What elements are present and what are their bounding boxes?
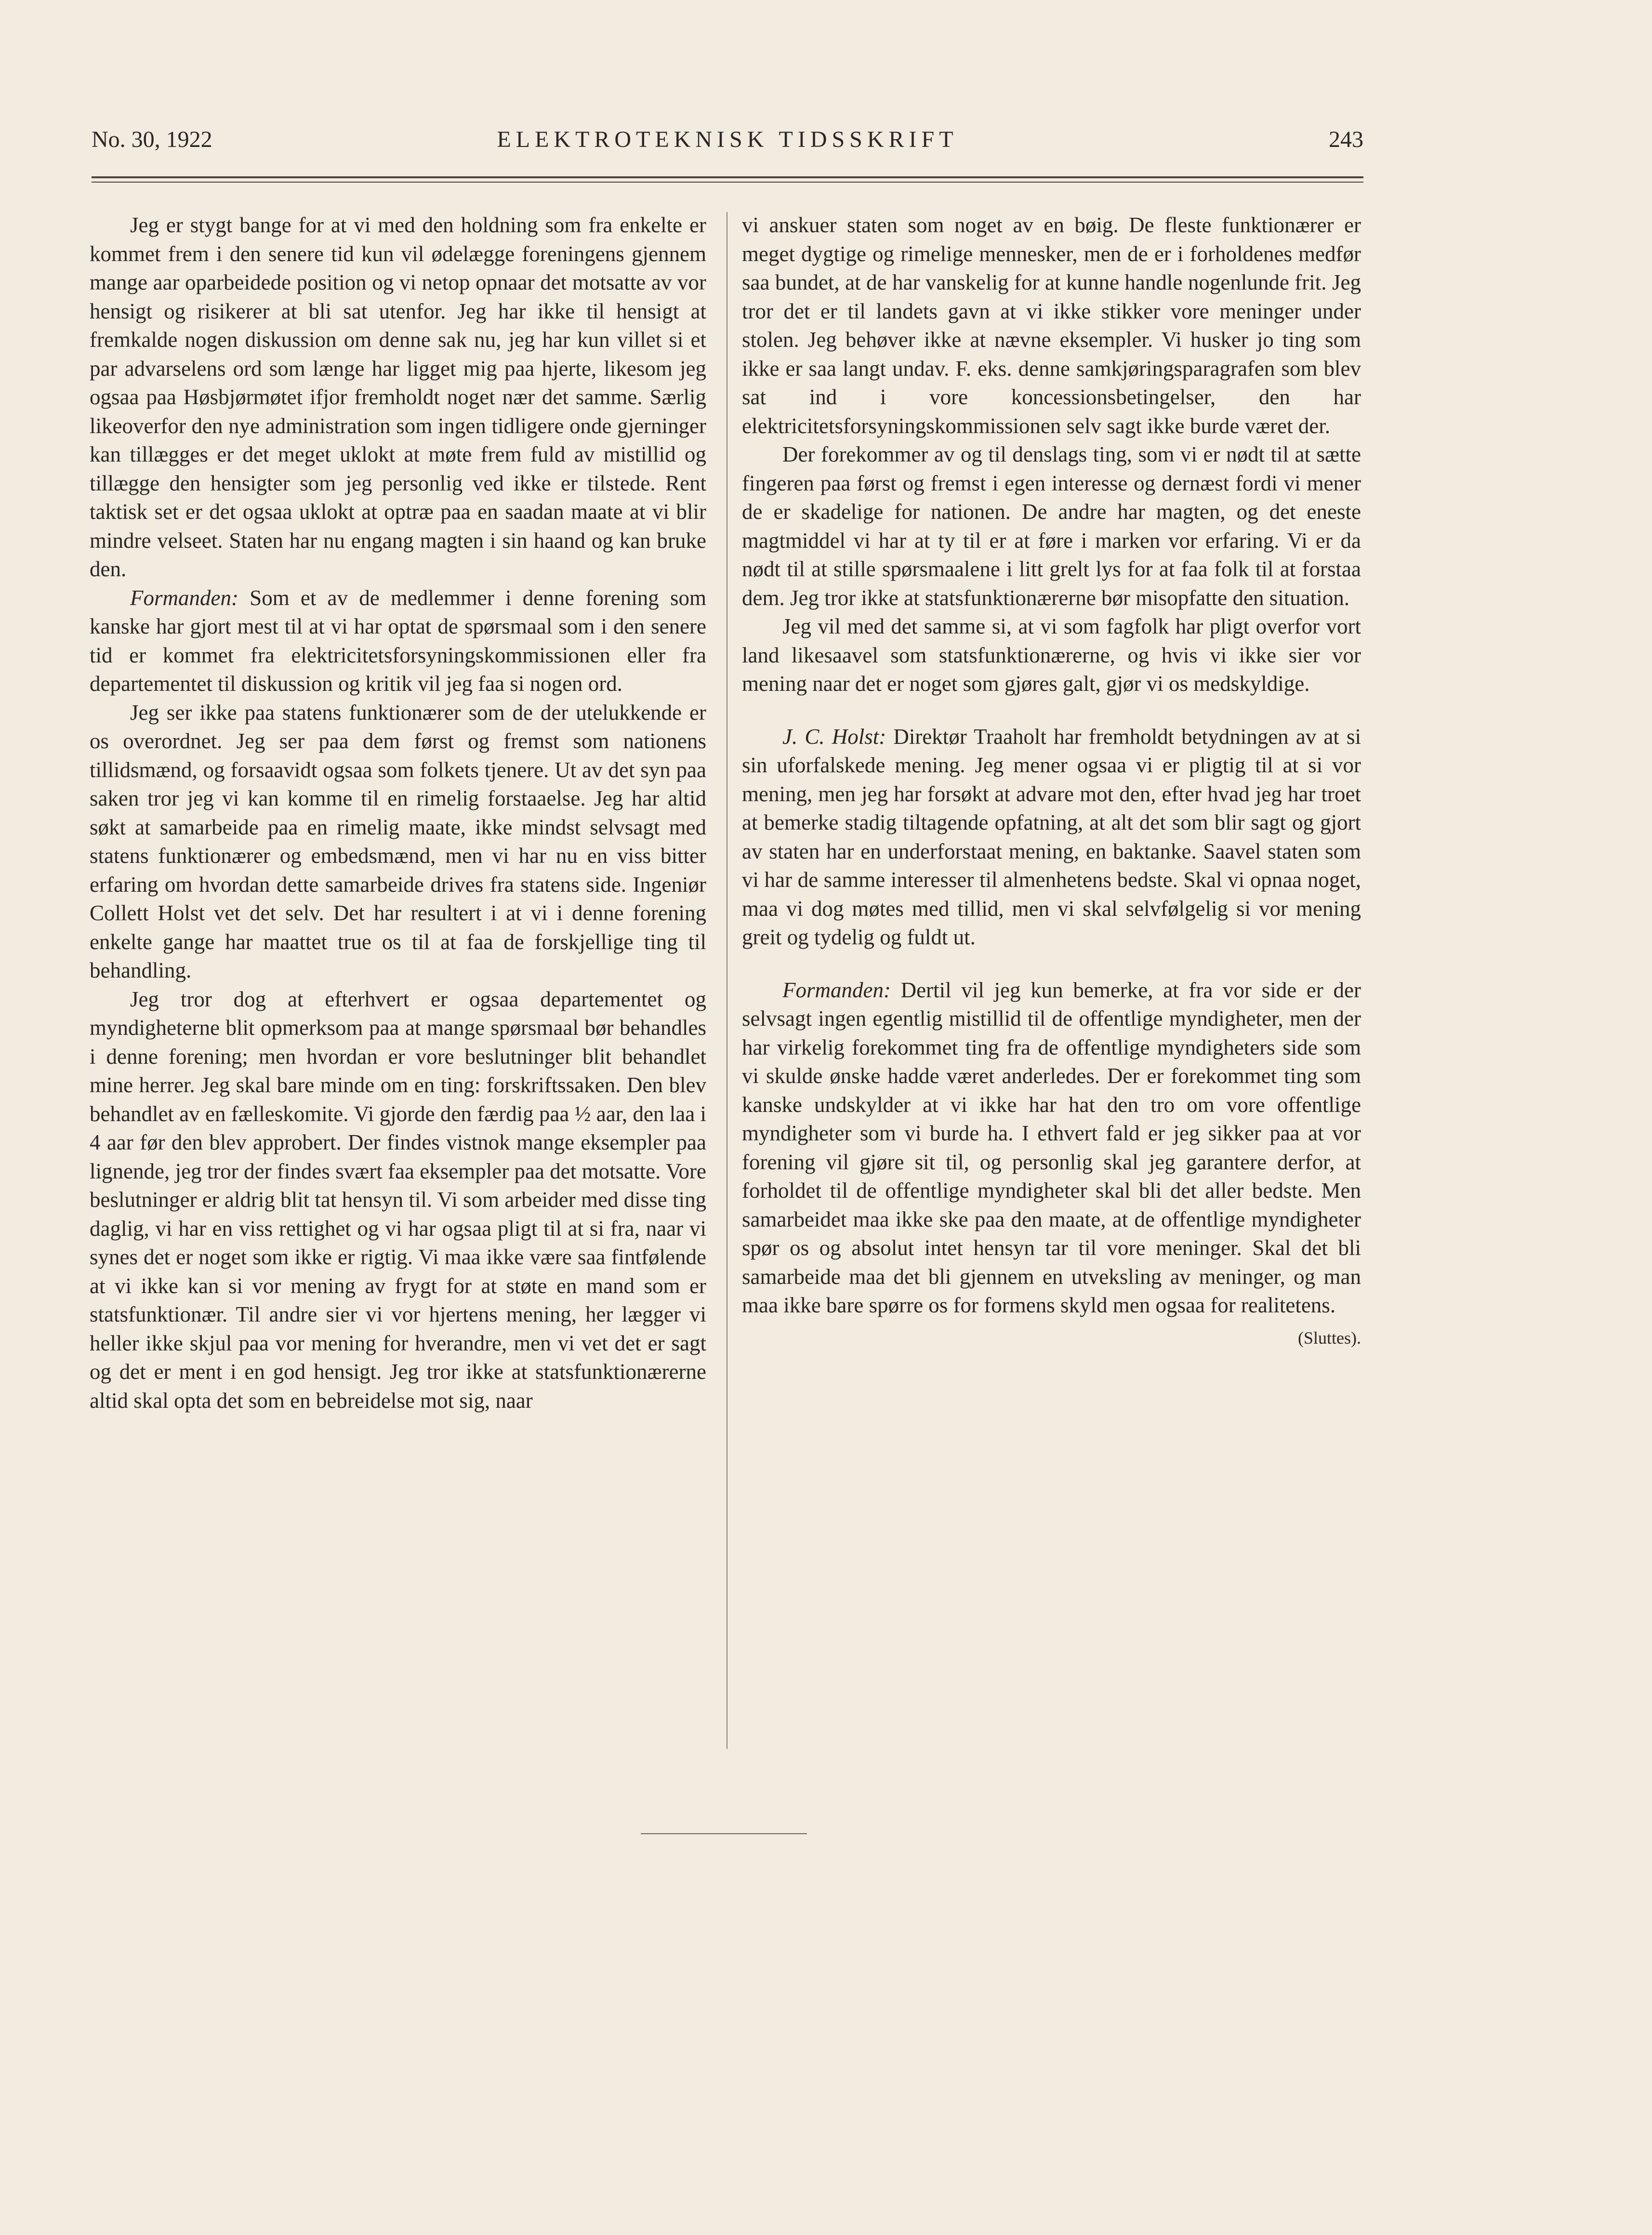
header-rule-thick bbox=[92, 176, 1363, 178]
paragraph bbox=[90, 584, 706, 699]
paragraph-text: Jeg er stygt bange for at vi med den holdning som fra enkelte er kommet frem i den senere tid kun vil ødelægge foreningens gjennem mange aar oparbeidede position og vi netop opnaar det motsatte av vor hensigt og risikerer at bli sat utenfor. Jeg har ikke til hensigt at fremkalde nogen diskussion om denne sak nu, jeg har kun villet si et par advarselens ord som længe har ligget mig paa hjerte, likesom jeg ogsaa paa Høsbjørmøtet ifjor fremholdt noget nær det samme. Særlig likeoverfor den nye administration som ingen tidligere onde gjerninger kan tillægges er det meget uklokt at møte frem fuld av mistillid og tillægge den hensigter som jeg personlig ved ikke er tilstede. Rent taktisk set er det ogsaa uklokt at optræ paa en saadan maate at vi blir mindre velseet. Staten har nu engang magten i sin haand og kan bruke den. bbox=[90, 213, 706, 581]
paragraph bbox=[90, 985, 706, 1415]
paragraph bbox=[742, 976, 1361, 1320]
issue-number: No. 30, 1922 bbox=[92, 127, 212, 152]
journal-title: ELEKTROTEKNISK TIDSSKRIFT bbox=[497, 127, 958, 152]
paragraph-text: Jeg vil med det samme si, at vi som fagfolk har pligt overfor vort land likesaavel som statsfunktionærerne, og hvis vi ikke sier vor mening naar det er noget som gjøres galt, gjør vi os medskyldige. bbox=[742, 614, 1361, 696]
paragraph-text: Som et av de medlemmer i denne forening som kanske har gjort mest til at vi har optat de spørsmaal som i den senere tid er kommet fra elektricitetsforsyningskommissionen eller fra departementet til diskussion og kritik vil jeg faa si nogen ord. bbox=[90, 585, 706, 696]
paragraph-text: Der forekommer av og til denslags ting, som vi er nødt til at sætte fingeren paa først og fremst i egen interesse og dernæst fordi vi mener de er skadelige for nationen. De andre har magten, og det eneste magtmiddel vi har at ty til er at føre i marken vor erfaring. Vi er da nødt til at stille spørsmaalene i litt grelt lys for at faa folk til at forstaa dem. Jeg tror ikke at statsfunktionærerne bør misopfatte den situation. bbox=[742, 442, 1361, 610]
paragraph bbox=[742, 723, 1361, 952]
paragraph-text: Jeg tror dog at efterhvert er ogsaa departementet og myndigheterne blit opmerksom paa at mange spørsmaal bør behandles i denne forening; men hvordan er vore beslutninger blit behandlet mine herrer. Jeg skal bare minde om en ting: forskriftssaken. Den blev behandlet av en fælleskomite. Vi gjorde den færdig paa ½ aar, den laa i 4 aar før den blev approbert. Der findes vistnok mange eksempler paa lignende, jeg tror der findes svært faa eksempler paa det motsatte. Vore beslutninger er aldrig blit tat hensyn til. Vi som arbeider med disse ting daglig, vi har en viss rettighet og vi har ogsaa pligt til at si fra, naar vi synes det er noget som ikke er rigtig. Vi maa ikke være saa fintfølende at vi ikke kan si vor mening av frygt for at støte en mand som er statsfunktionær. Til andre sier vi vor hjertens mening, her lægger vi heller ikke skjul paa vor mening for hverandre, men vi vet det er sagt og det er ment i en god hensigt. Jeg tror ikke at statsfunktionærerne altid skal opta det som en bebreidelse mot sig, naar bbox=[90, 987, 706, 1413]
speaker-name: J. C. Holst: bbox=[782, 724, 886, 749]
paragraph-text: vi anskuer staten som noget av en bøig. De fleste funktionærer er meget dygtige og rimelige mennesker, men de er i forholdenes medfør saa bundet, at de har vanskelig for at kunne handle nogenlunde frit. Jeg tror det er til landets gavn at vi ikke stikker vore meninger under stolen. Jeg behøver ikke at nævne eksempler. Vi husker jo ting som ikke er saa langt undav. F. eks. denne samkjøringsparagrafen som blev sat ind i vore koncessionsbetingelser, den har elektricitetsforsyningskommissionen selv sagt ikke burde været der. bbox=[742, 213, 1361, 438]
paragraph bbox=[90, 211, 706, 584]
paragraph bbox=[90, 699, 706, 985]
speaker-name: Formanden: bbox=[130, 585, 238, 610]
left-column bbox=[90, 211, 706, 1415]
continuation-note: (Sluttes). bbox=[1298, 1328, 1361, 1348]
header-rule-thin bbox=[92, 182, 1363, 183]
paragraph-text: Jeg ser ikke paa statens funktionærer som de der utelukkende er os overordnet. Jeg ser paa dem først og fremst som nationens tillidsmænd, og forsaavidt ogsaa som folkets tjenere. Ut av det syn paa saken tror jeg vi kan komme til en rimelig forstaaelse. Jeg har altid søkt at samarbeide paa en rimelig maate, ikke mindst selvsagt med statens funktionærer og embedsmænd, men vi har nu en viss bitter erfaring om hvordan dette samarbeide drives fra statens side. Ingeniør Collett Holst vet det selv. Det har resultert i at vi i denne forening enkelte gange har maattet true os til at faa de forskjellige ting til behandling. bbox=[90, 700, 706, 982]
speaker-name: Formanden: bbox=[782, 978, 891, 1002]
paragraph-text: Dertil vil jeg kun bemerke, at fra vor side er der selvsagt ingen egentlig mistillid til de offentlige myndigheter, men der har virkelig forekommet ting fra de offentlige myndigheters side som vi skulde ønske hadde været anderledes. Der er forekommet ting som kanske undskylder at vi ikke har hat den tro om vore offentlige myndigheter som vi burde ha. I ethvert fald er jeg sikker paa at vor forening vil gjøre sit til, og personlig skal jeg garantere derfor, at forholdet til de offentlige myndigheter skal bli det aller bedste. Men samarbeidet maa ikke ske paa den maate, at de offentlige myndigheter spør os og absolut intet hensyn tar til vore meninger. Skal det bli samarbeide maa det bli gjennem en utveksling av meninger, og man maa ikke bare spørre os for formens skyld men ogsaa for realitetens. bbox=[742, 978, 1361, 1317]
running-header bbox=[92, 126, 1363, 160]
paragraph-text: Direktør Traaholt har fremholdt betydningen av at si sin uforfalskede mening. Jeg mener ogsaa vi er pligtig til at si vor mening, men jeg har forsøkt at advare mot den, efter hvad jeg har troet at bemerke stadig tiltagende opfatning, at alt det som blir sagt og gjort av staten har en underforstaat mening, en baktanke. Saavel staten som vi har de samme interesser til almenhetens bedste. Skal vi opnaa noget, maa vi dog møtes med tillid, men vi skal selvfølgelig si vor mening greit og tydelig og fuldt ut. bbox=[742, 724, 1361, 949]
paragraph bbox=[742, 612, 1361, 699]
page-number: 243 bbox=[1329, 127, 1363, 152]
paragraph bbox=[742, 440, 1361, 612]
paragraph bbox=[742, 211, 1361, 440]
right-column bbox=[742, 211, 1361, 1352]
end-rule bbox=[641, 1833, 807, 1834]
